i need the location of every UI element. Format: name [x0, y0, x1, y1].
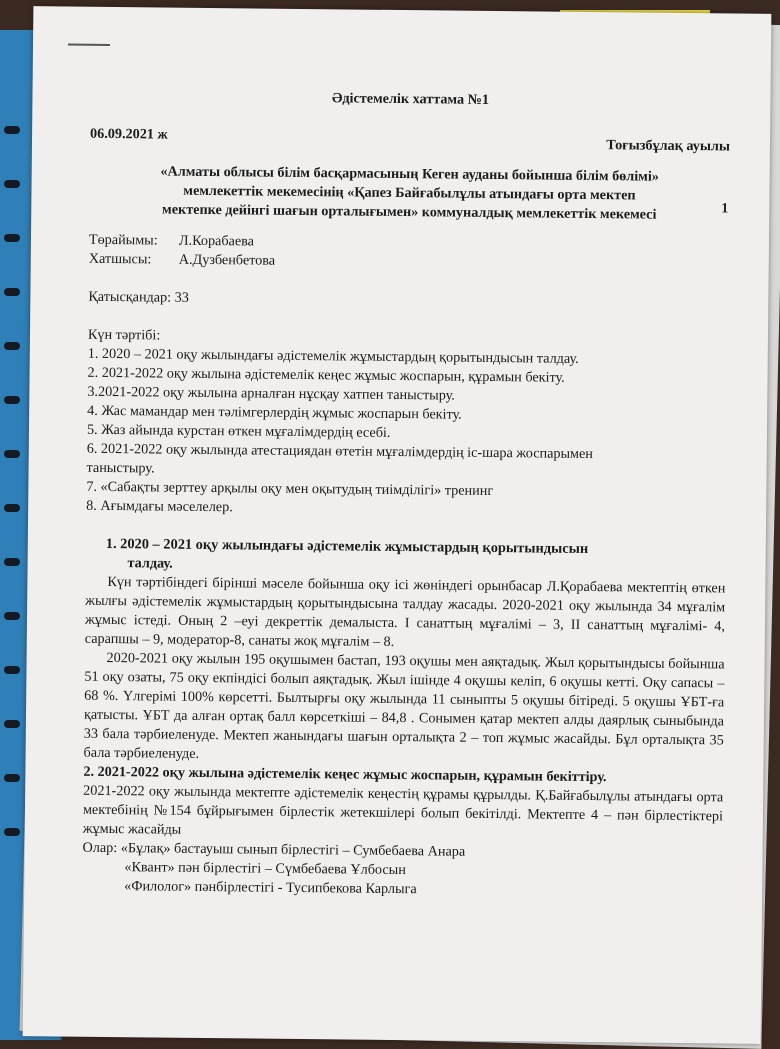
- section2-list-item: «Филолог» пәнбірлестігі - Тусипбекова Карлыга: [124, 878, 417, 898]
- section2-list-item: «Квант» пән бірлестігі – Сүмбебаева Ұлбосын: [124, 859, 406, 879]
- section1-heading: 1. 2020 – 2021 оқу жылындағы әдістемелік жұмыстардың қорытындысын: [105, 535, 589, 558]
- org-line: мемлекеттік мекемесінің «Қапез Байғабылұлы атындағы орта мектеп: [183, 182, 636, 204]
- agenda-title: Күн тәртібі:: [87, 326, 161, 344]
- binder-hole: [4, 666, 20, 674]
- document-place: Тоғызбұлақ ауылы: [606, 137, 731, 155]
- attendees: Қатысқандар: 33: [88, 288, 189, 306]
- pen-mark: [68, 44, 110, 46]
- binder-hole: [4, 396, 20, 404]
- binder-hole: [4, 612, 20, 620]
- binder-hole: [4, 180, 20, 188]
- org-line: «Алматы облысы білім басқармасының Кеген ауданы бойынша білім бөлімі»: [160, 163, 659, 185]
- document-date: 06.09.2021 ж: [89, 125, 168, 143]
- binder-hole: [4, 720, 20, 728]
- agenda-item: 2. 2021-2022 оқу жылына әдістемелік кеңес жұмыс жоспарын, құрамын бекіту.: [87, 364, 565, 386]
- binder-hole: [4, 450, 20, 458]
- section1-paragraph: 2020-2021 оқу жылын 195 оқушымен бастап, 193 оқушы мен аяқтадық. Жыл қорытындысы бойынша 51 оқу озаты, 75 оқу екпіндісі болып аяқтадық. Жыл ішінде 4 оқушы келіп, 6 оқушы кетті. Оқу сапасы – 68 %. Үлгерімі 100% көрсетті. Былтырғы оқу жылында 11 сыныпты 5 оқушы бітіреді. 5 оқушы ҰБТ-ға қатысты. ҰБТ да алған ортақ балл көрсеткіші – 84,8 . Сонымен қатар мектеп алды даярлық сыныбында 33 бала тәрбиеленуде. Мектеп жанындағы шағын орталықта 2 – топ жұмыс жасайды. Бұл орталықта 35 бала тәрбиеленуде.: [83, 649, 725, 762]
- chair-name: Л.Корабаева: [178, 232, 255, 250]
- agenda-item: 8. Ағымдағы мәселелер.: [86, 497, 233, 516]
- document-title: Әдістемелік хаттама №1: [331, 90, 490, 108]
- binder-hole: [4, 828, 20, 836]
- agenda-item: 7. «Сабақты зерттеу арқылы оқу мен оқытудың тиімділігі» тренинг: [86, 478, 494, 500]
- binder-hole: [4, 126, 20, 134]
- document-body: [82, 87, 730, 903]
- org-line: мектепке дейінгі шағын орталығымен» коммуналдық мемлекеттік мекемесі: [162, 201, 657, 223]
- binder-hole: [4, 234, 20, 242]
- agenda-item: таныстыру.: [86, 459, 155, 477]
- section2-list-item: Олар: «Бұлақ» бастауыш сынып бірлестігі – Сумбебаева Анара: [82, 839, 466, 860]
- binder-hole: [4, 774, 20, 782]
- agenda-item: 5. Жаз айында курстан өткен мұғалімдердің есебі.: [86, 421, 391, 441]
- binder-hole: [4, 342, 20, 350]
- organization-block: [89, 162, 730, 226]
- secretary-label: Хатшысы:: [88, 250, 152, 268]
- section2-paragraph: 2021-2022 оқу жылында мектепте әдістемелік кеңестің құрамы құрылды. Қ.Байғабылұлы атындағы орта мектебінің №154 бұйрығымен бірлестік жетекшілері болып бекітілді. Мектепте 4 – пән бірлестіктері жұмыс жасайды: [82, 782, 724, 838]
- secretary-name: А.Дузбенбетова: [178, 251, 276, 269]
- section2-heading: 2. 2021-2022 оқу жылына әдістемелік кеңес жұмыс жоспарын, құрамын бекіттіру.: [83, 763, 607, 786]
- document-page: [23, 6, 772, 1044]
- agenda-item: 3.2021-2022 оқу жылына арналған нұсқау хатпен таныстыру.: [87, 383, 455, 404]
- side-number: 1: [721, 201, 729, 217]
- binder-hole: [4, 504, 20, 512]
- agenda-item: 4. Жас мамандар мен тәлімгерлердің жұмыс жоспарын бекіту.: [87, 402, 462, 423]
- section1-paragraph: Күн тәртібіндегі бірінші мәселе бойынша оқу ісі жөніндегі орынбасар Л.Қорабаева мектептің өткен жылғы әдістемелік жұмыстардың қорытындысына талдау жасады. 2020-2021 оқу жылында 34 мұғалім жұмыс істеді. Оның 2 –еуі декреттік демалыста. І санаттың мұғалімі – 3, ІІ санаттың мұғалімі- 4, сарапшы – 9, модератор-8, санаты жоқ мұғалім – 8.: [84, 573, 726, 650]
- section1-heading-cont: талдау.: [127, 555, 173, 572]
- binder-hole: [4, 558, 20, 566]
- binder-hole: [4, 288, 20, 296]
- agenda-item: 1. 2020 – 2021 оқу жылындағы әдістемелік жұмыстардың қорытындысын талдау.: [87, 345, 579, 367]
- chair-label: Төрайымы:: [88, 231, 158, 249]
- agenda-item: 6. 2021-2022 оқу жылында атестациядан өтетін мұғалімдердің іс-шара жоспарымен: [86, 440, 594, 463]
